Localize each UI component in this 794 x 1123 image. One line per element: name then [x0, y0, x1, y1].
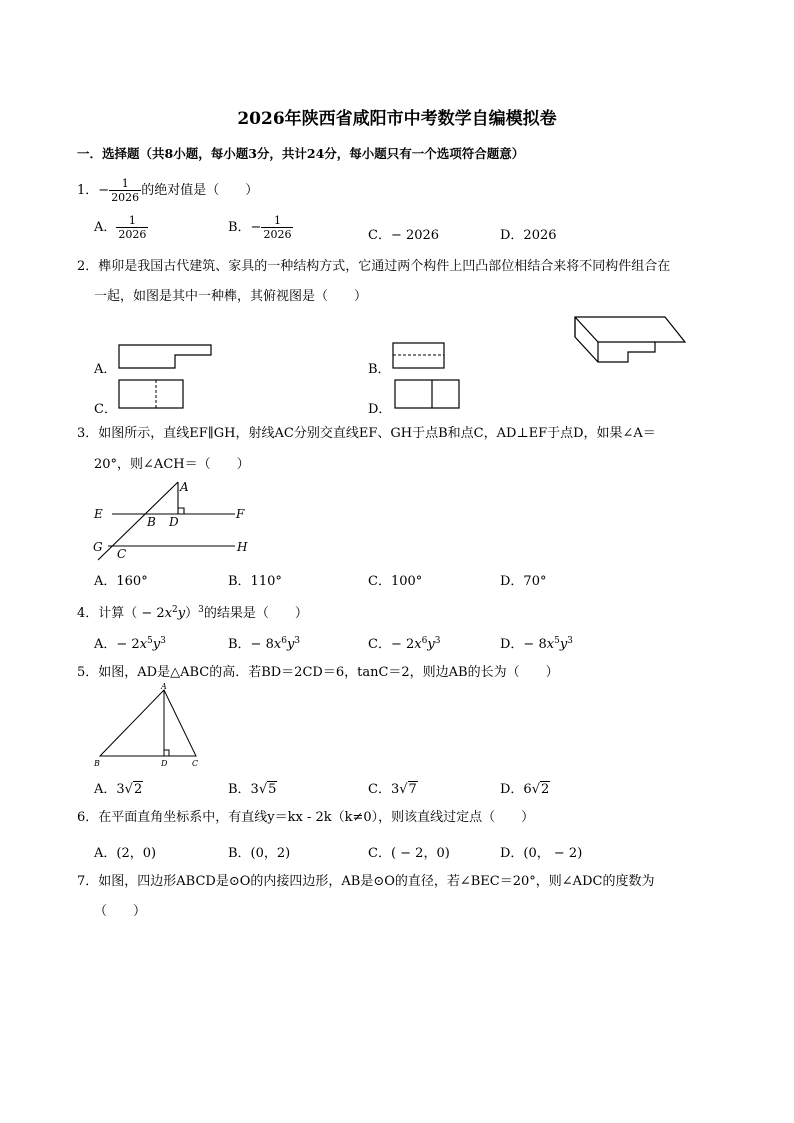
q2-option-a-figure [118, 344, 214, 370]
q7-line-1: 7．如图，四边形ABCD是⊙O的内接四边形，AB是⊙O的直径，若∠BEC＝20°，则∠ADC的度数为 [77, 874, 655, 889]
q4-c-pre: C．− 2 [368, 637, 415, 652]
q5-a-pre: A．3 [94, 782, 125, 797]
q1-number: 1． [77, 183, 99, 198]
q4-c-e1: 6 [421, 636, 428, 646]
q1-option-b-fraction [261, 214, 293, 241]
q3-option-b: B．110° [228, 574, 282, 589]
q4-a-x: x [139, 637, 148, 652]
q2-option-c-label: C． [94, 402, 117, 417]
q2-option-b-label: B． [368, 362, 391, 377]
q4-b-pre: B．− 8 [228, 637, 274, 652]
q4-a-pre: A．− 2 [94, 637, 140, 652]
q5-option-d [500, 778, 550, 797]
q3-label-a: A [180, 480, 189, 494]
q4-a-e1: 5 [147, 636, 153, 646]
q3-label-h: H [237, 540, 248, 554]
q4-b-x: x [273, 637, 282, 652]
q1-option-b [228, 214, 293, 241]
q1-option-c: C．− 2026 [368, 228, 440, 243]
q2-option-b-figure [392, 342, 446, 370]
q3-line-2: 20°，则∠ACH＝（ ） [94, 457, 250, 472]
q6-option-d: D．(0， − 2) [500, 846, 583, 861]
q2-option-c-figure [118, 379, 186, 411]
q5-a-radicand: 2 [133, 782, 143, 797]
q6-option-c: C．( − 2，0) [368, 846, 450, 861]
q1-fraction [109, 177, 141, 204]
q5-option-a [94, 778, 143, 797]
q4-d-y: y [559, 637, 568, 652]
q5-b-radical-icon: √ [258, 782, 268, 797]
q6-option-b: B．(0，2) [228, 846, 291, 861]
q4-post: 的结果是（ ） [203, 606, 308, 621]
q5-d-radicand: 2 [541, 782, 550, 797]
q4-x: x [164, 606, 173, 621]
q6-option-a: A．(2，0) [94, 846, 157, 861]
q1-stem: 的绝对值是（ ） [141, 183, 259, 198]
q4-exp1: 2 [172, 605, 178, 615]
q5-d-radical-icon: √ [531, 782, 540, 797]
q4-c-y: y [427, 637, 435, 652]
q3-option-d: D．70° [500, 574, 547, 589]
q5-c-radical-icon: √ [399, 782, 408, 797]
q2-option-d-figure [394, 379, 462, 411]
q4-option-a [94, 633, 166, 652]
q2-line-2: 一起，如图是其中一种榫，其俯视图是（ ） [94, 289, 368, 304]
question-4 [77, 601, 308, 623]
q1-a-den: 2026 [118, 228, 147, 241]
q3-line-1: 3．如图所示，直线EF∥GH，射线AC分别交直线EF、GH于点B和点C，AD⊥EF于点D，如果∠A＝ [77, 426, 656, 441]
q3-label-b: B [147, 515, 156, 529]
q1-neg: − [98, 183, 110, 198]
q3-parallel-lines-figure [90, 478, 260, 562]
q1-frac-den: 2026 [111, 191, 140, 204]
q4-d-x: x [546, 637, 555, 652]
q2-option-a-label: A． [94, 362, 117, 377]
q1-option-a-label: A． [94, 220, 117, 235]
q1-option-d: D．2026 [500, 228, 557, 243]
q1-option-b-label: B．− [228, 220, 262, 235]
q4-a-y: y [152, 637, 161, 652]
q3-option-a: A．160° [94, 574, 148, 589]
q5-label-b: B [94, 759, 100, 768]
q2-tenon-3d-figure [570, 312, 690, 372]
q1-frac-num: 1 [121, 177, 129, 190]
q3-option-c: C．100° [368, 574, 423, 589]
q4-c-x: x [414, 637, 422, 652]
q4-option-c [368, 633, 440, 652]
section-heading: 一．选择题（共8小题，每小题3分，共计24分，每小题只有一个选项符合题意） [77, 146, 525, 161]
q2-line-1: 2．榫卯是我国古代建筑、家具的一种结构方式，它通过两个构件上凹凸部位相结合来将不同构件组合在 [77, 259, 671, 274]
q5-option-b [228, 778, 277, 797]
q5-line: 5．如图，AD是△ABC的高．若BD＝2CD＝6，tanC＝2，则边AB的长为（ ） [77, 665, 559, 680]
page-title: 2026年陕西省咸阳市中考数学自编模拟卷 [237, 109, 557, 129]
q4-option-d [500, 633, 573, 652]
q3-label-c: C [117, 547, 127, 561]
q4-b-e1: 6 [281, 636, 287, 646]
q5-triangle-figure [92, 684, 204, 772]
q5-b-radicand: 5 [268, 782, 277, 797]
q1-b-num: 1 [273, 214, 281, 227]
q4-b-y: y [286, 637, 295, 652]
q5-c-pre: C．3 [368, 782, 400, 797]
q3-label-g: G [93, 540, 103, 554]
q4-d-e1: 5 [554, 636, 560, 646]
q4-d-pre: D．− 8 [500, 637, 547, 652]
q4-option-b [228, 633, 300, 652]
question-1 [77, 177, 258, 204]
q5-label-c: C [192, 759, 199, 768]
q4-y: y [177, 606, 186, 621]
q5-b-pre: B．3 [228, 782, 259, 797]
q4-c-e2: 3 [434, 636, 441, 646]
q3-label-d: D [169, 515, 179, 529]
q3-label-e: E [94, 507, 103, 521]
q5-option-c [368, 778, 418, 797]
q4-b-e2: 3 [294, 636, 301, 646]
q2-option-d-label: D． [368, 402, 392, 417]
q7-line-2: （ ） [94, 904, 147, 919]
q5-d-pre: D．6 [500, 782, 532, 797]
q4-exp2: 3 [198, 605, 204, 615]
q3-label-f: F [236, 507, 245, 521]
q5-a-radical-icon: √ [124, 782, 133, 797]
q4-a-e2: 3 [160, 636, 166, 646]
q1-option-a-fraction [116, 214, 148, 241]
q6-line: 6．在平面直角坐标系中，有直线y＝kx - 2k（k≠0），则该直线过定点（ ） [77, 810, 535, 825]
q4-d-e2: 3 [567, 636, 573, 646]
q5-label-a: A [161, 682, 167, 691]
q1-option-a [94, 214, 148, 241]
q4-close: ） [185, 606, 199, 621]
q5-c-radicand: 7 [408, 782, 417, 797]
q1-b-den: 2026 [263, 228, 292, 241]
q4-pre: 4．计算（ − 2 [77, 606, 165, 621]
q5-label-d: D [161, 759, 168, 768]
q1-a-num: 1 [128, 214, 136, 227]
